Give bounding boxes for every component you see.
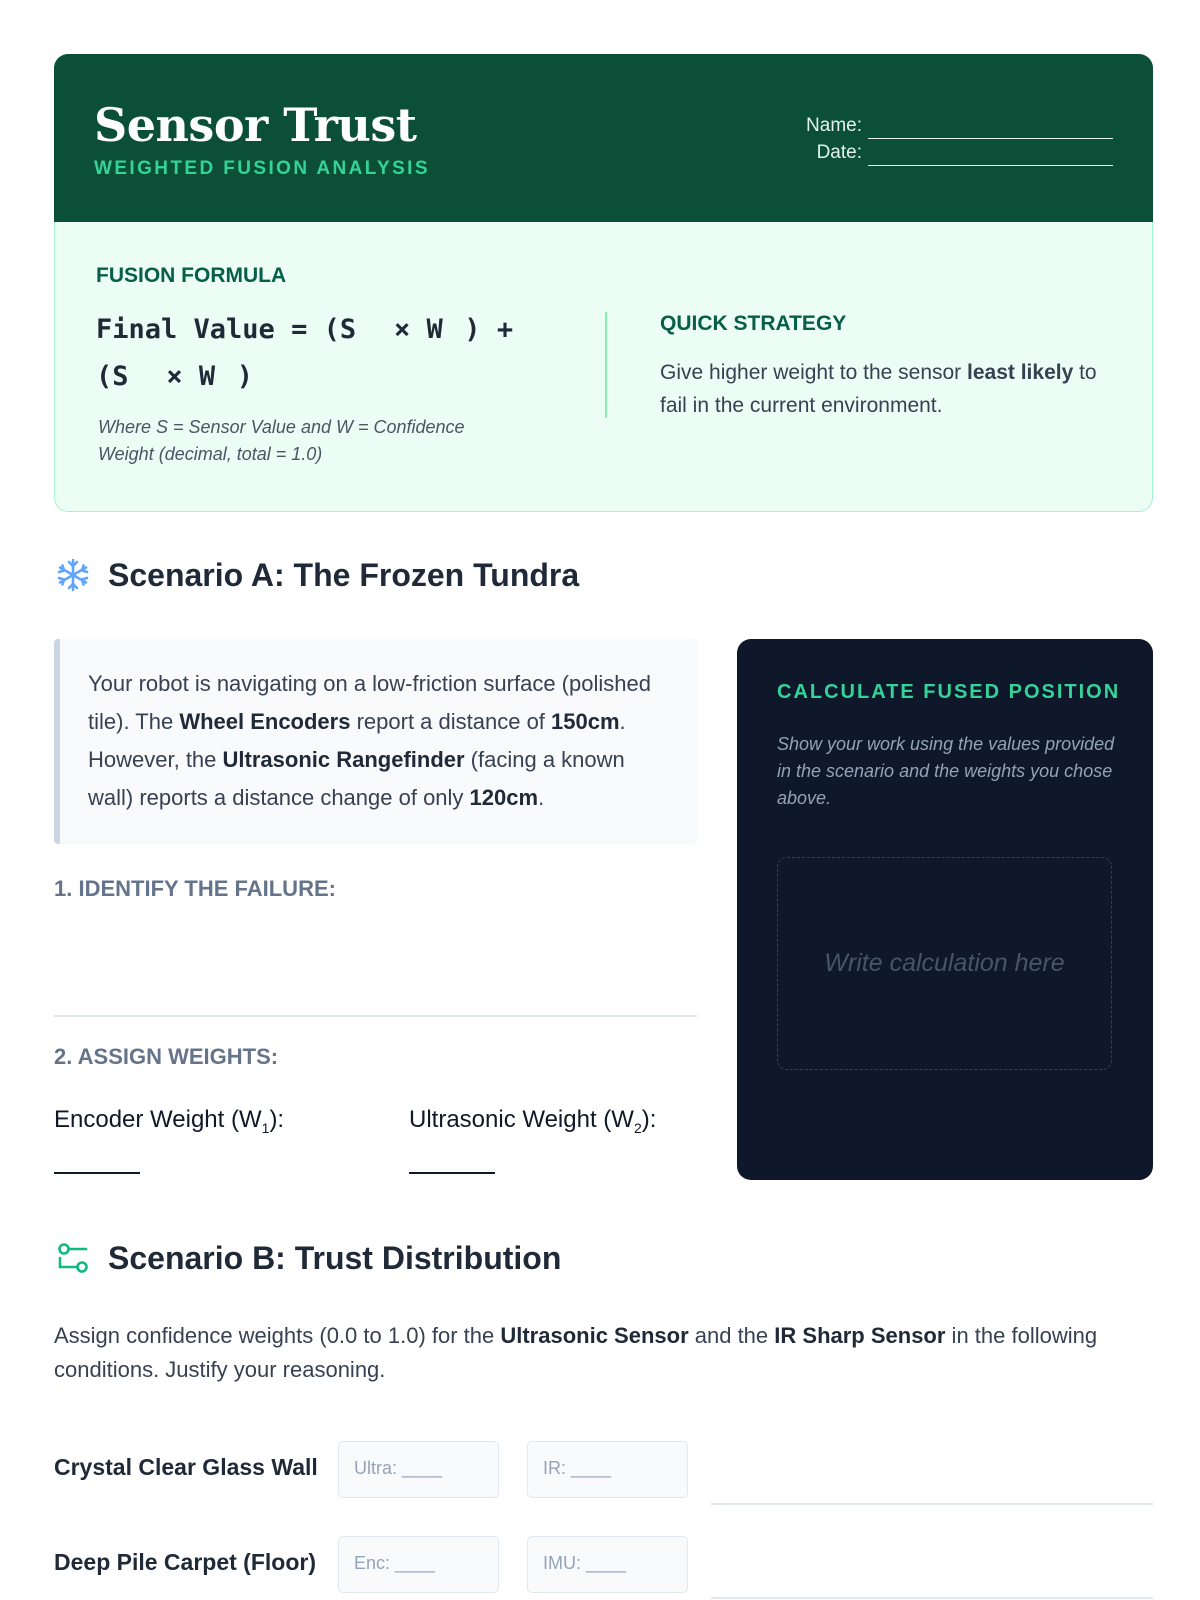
intro-text-part: and the (688, 1323, 775, 1348)
encoder-weight-text: Encoder Weight (W (54, 1106, 262, 1133)
scenario-text-emphasis: 120cm (469, 785, 539, 810)
scenario-text-emphasis: Wheel Encoders (179, 709, 351, 734)
calculation-title: CALCULATE FUSED POSITION (777, 681, 1121, 703)
formula-line-2: (S × W) (96, 361, 253, 392)
formula-panel (54, 222, 1153, 512)
encoder-weight-suffix: ): (269, 1106, 285, 1133)
scenario-a-description (54, 639, 697, 844)
scenario-text-part: . However, the (88, 709, 626, 772)
encoder-weight-label (54, 1106, 284, 1136)
scenario-text-part: . (538, 785, 545, 810)
calculation-panel (737, 639, 1153, 1180)
condition-label: Deep Pile Carpet (Floor) (54, 1549, 316, 1575)
scenario-b-title: Scenario B: Trust Distribution (108, 1239, 562, 1276)
scenario-b-intro (54, 1319, 1153, 1387)
scenario-a-title: Scenario A: The Frozen Tundra (108, 556, 580, 593)
calculation-placeholder: Write calculation here (824, 949, 1065, 977)
justification-line[interactable] (711, 1597, 1153, 1599)
scenario-text-part: (facing a known wall) reports a distance change of only (88, 747, 625, 810)
formula-line-1: Final Value = (S × W) + (96, 314, 514, 345)
strategy-label: QUICK STRATEGY (660, 312, 847, 335)
encoder-weight-subscript: 1 (261, 1119, 270, 1136)
strategy-text-emphasis: least likely (967, 361, 1074, 384)
ultrasonic-weight-subscript: 2 (633, 1119, 642, 1136)
ultrasonic-weight-text: Ultrasonic Weight (W (409, 1106, 634, 1133)
ir-weight-input[interactable]: IR: ____ (527, 1441, 688, 1498)
scenario-text-part: report a distance of (350, 709, 552, 734)
date-label: Date: (816, 142, 862, 163)
date-row (806, 139, 1113, 166)
name-row (806, 112, 1113, 139)
ultra-weight-input[interactable]: Ultra: ____ (338, 1441, 499, 1498)
snowflake-icon (54, 556, 92, 594)
intro-text-emphasis: Ultrasonic Sensor (500, 1323, 689, 1348)
formula-expression (96, 306, 566, 400)
question-assign-weights: 2. ASSIGN WEIGHTS: (54, 1044, 279, 1069)
question-identify-failure: 1. IDENTIFY THE FAILURE: (54, 876, 336, 901)
calculation-note: Show your work using the values provided in the scenario and the weights you chose above. (777, 734, 1115, 808)
strategy-text-part: Give higher weight to the sensor (660, 361, 968, 384)
worksheet (54, 54, 1153, 512)
ultrasonic-weight-label (409, 1106, 656, 1136)
page-title: Sensor Trust (94, 98, 417, 152)
intro-text-emphasis: IR Sharp Sensor (774, 1323, 946, 1348)
student-info (806, 112, 1113, 166)
strategy-text-part: to fail in the current environment. (660, 361, 1097, 417)
condition-label: Crystal Clear Glass Wall (54, 1454, 318, 1480)
page-subtitle: WEIGHTED FUSION ANALYSIS (94, 158, 430, 179)
worksheet-header (54, 54, 1153, 222)
formula-label: FUSION FORMULA (96, 264, 287, 287)
scenario-a-heading (54, 556, 579, 594)
strategy-text (660, 356, 1120, 422)
failure-answer-line[interactable] (54, 1015, 697, 1017)
justification-line[interactable] (711, 1503, 1153, 1505)
date-field[interactable] (868, 147, 1113, 166)
name-label: Name: (806, 115, 862, 136)
calculation-area[interactable] (777, 857, 1112, 1070)
sliders-icon (54, 1239, 92, 1277)
scenario-b-heading (54, 1239, 561, 1277)
intro-text-part: in the following conditions. Justify your reasoning. (54, 1323, 1098, 1382)
formula-divider (605, 312, 607, 418)
encoder-weight-blank[interactable] (54, 1172, 140, 1174)
imu-weight-input[interactable]: IMU: ____ (527, 1536, 688, 1593)
name-field[interactable] (868, 120, 1113, 139)
ultrasonic-weight-blank[interactable] (409, 1172, 495, 1174)
intro-text-part: Assign confidence weights (0.0 to 1.0) for the (54, 1323, 501, 1348)
scenario-text-part: Your robot is navigating on a low-friction surface (polished tile). The (88, 671, 651, 734)
formula-note: Where S = Sensor Value and W = Confidence Weight (decimal, total = 1.0) (98, 417, 465, 464)
enc-weight-input[interactable]: Enc: ____ (338, 1536, 499, 1593)
ultrasonic-weight-suffix: ): (641, 1106, 657, 1133)
scenario-text-emphasis: 150cm (551, 709, 620, 734)
scenario-text-emphasis: Ultrasonic Rangefinder (222, 747, 465, 772)
